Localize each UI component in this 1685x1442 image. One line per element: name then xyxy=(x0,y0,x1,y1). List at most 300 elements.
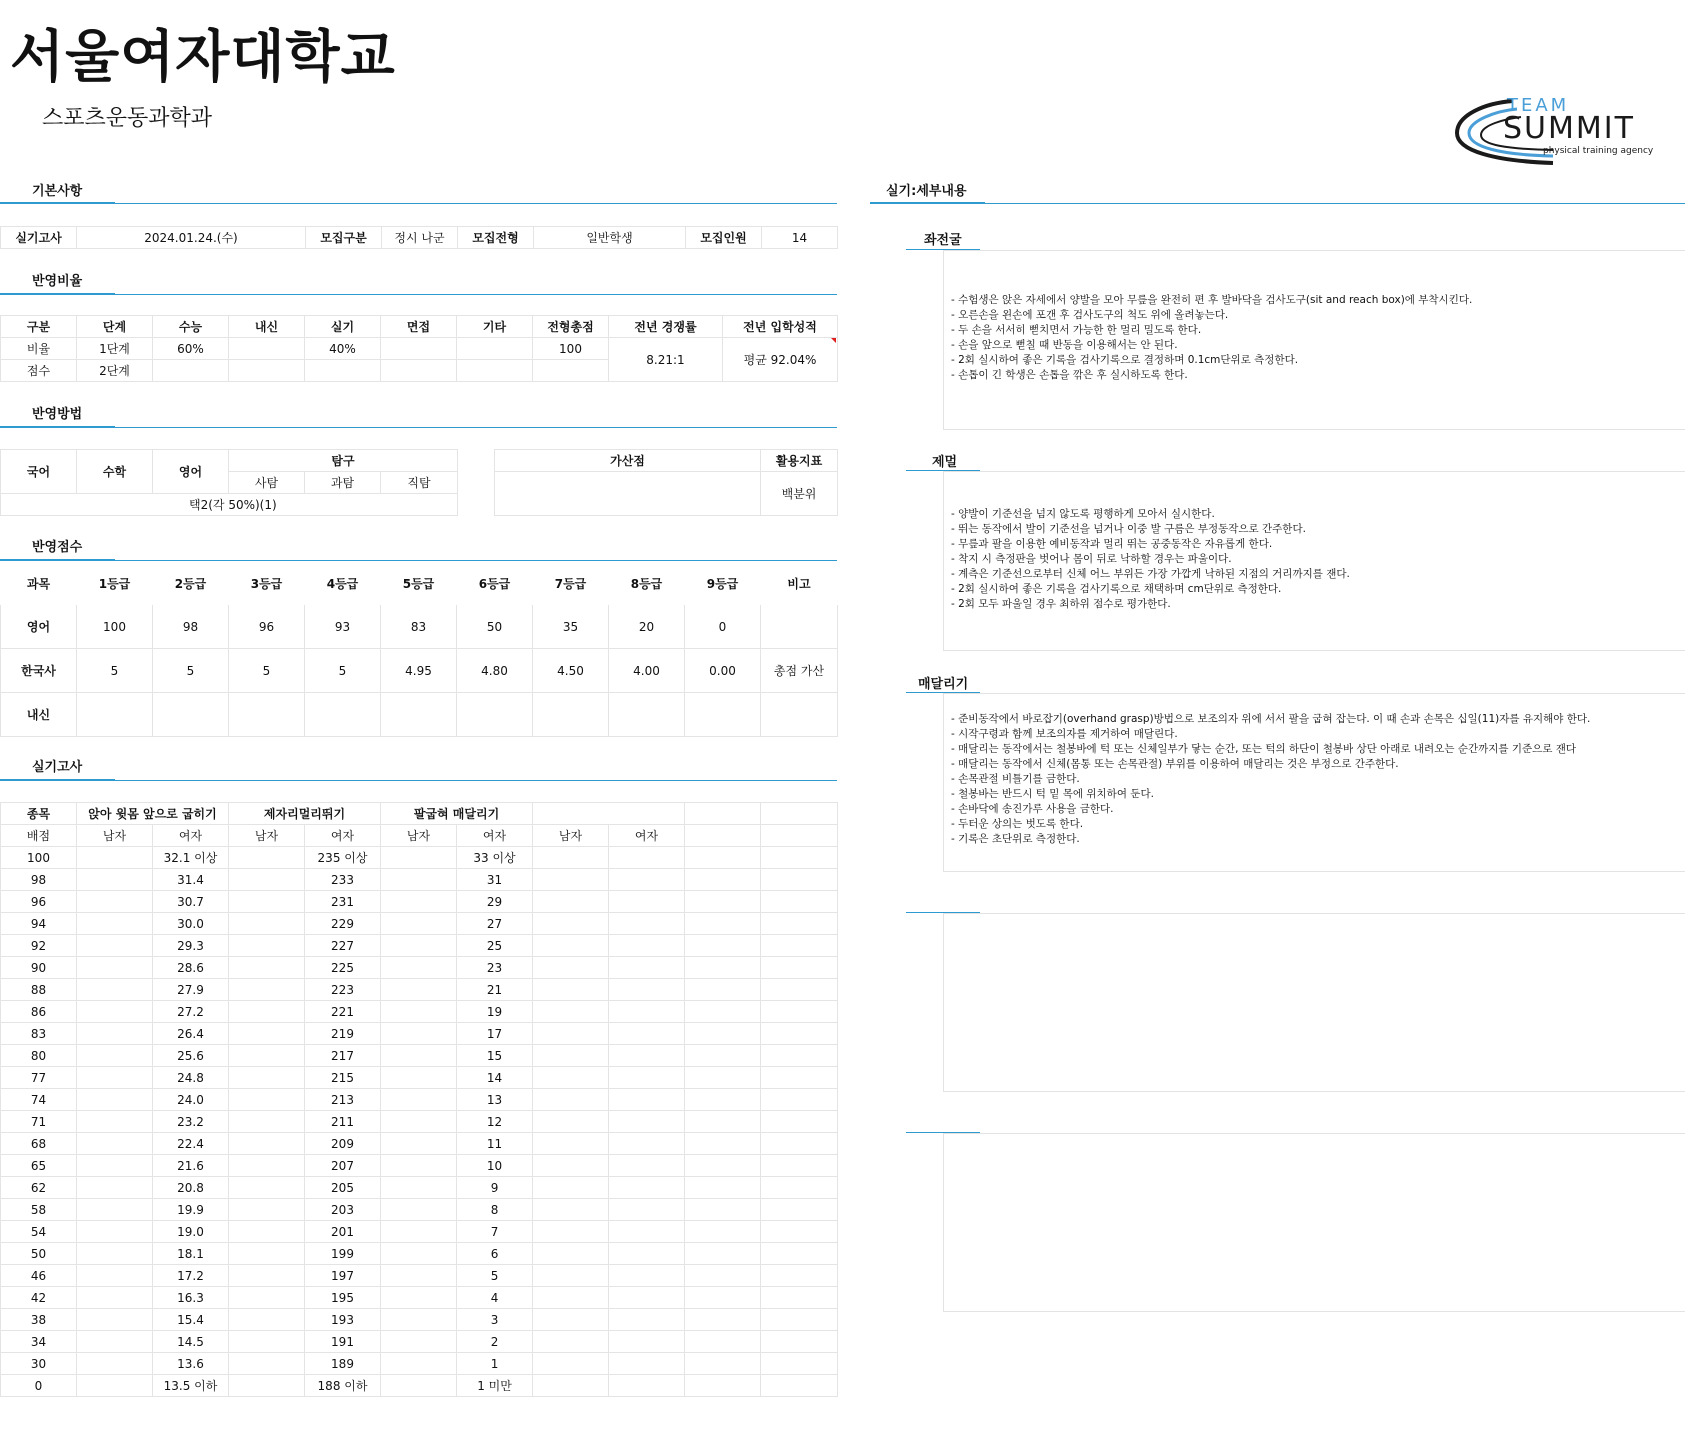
exam-cell xyxy=(77,979,153,1001)
exam-cell: 22.4 xyxy=(153,1133,229,1155)
method-vocational: 직탐 xyxy=(381,472,458,494)
score-header: 4등급 xyxy=(326,576,359,591)
ratio-header: 수능 xyxy=(153,316,229,338)
detail-text: - 양발이 기준선을 넘지 않도록 평행하게 모아서 실시한다. - 뛰는 동작에서 발이 기준선을 넘거나 이중 발 구름은 부정동작으로 간주한다. - 무릎과 팔을 이용한 예비동작과 멀리 뛰는 공중동작은 자유롭게 한다. - 착지 시 측정판을 벗어나 몸이 뒤로 낙하할 경우는 파울이다. - 계측은 기준선으로부터 신체 어느 부위든 가장 가깝게 낙하된 지점의 거리까지를 잰다. - 2회 실시하여 좋은 기록을 검사기록으로 채택하며 cm단위로 측정한다. - 2회 모두 파울일 경우 최하위 점수로 평가한다. xyxy=(951,508,1350,610)
score-header: 5등급 xyxy=(402,576,435,591)
exam-cell xyxy=(609,935,685,957)
exam-cell xyxy=(533,913,609,935)
recruit-count-value: 14 xyxy=(762,227,838,249)
score-cell: 5 xyxy=(229,649,305,693)
ratio-cell xyxy=(305,360,381,382)
exam-cell xyxy=(685,1023,761,1045)
exam-cell xyxy=(77,1309,153,1331)
index-value: 백분위 xyxy=(761,472,838,516)
exam-cell: 23.2 xyxy=(153,1111,229,1133)
exam-cell xyxy=(229,1155,305,1177)
exam-cell: 18.1 xyxy=(153,1243,229,1265)
exam-cell xyxy=(685,1067,761,1089)
exam-cell xyxy=(77,891,153,913)
exam-cell xyxy=(533,1265,609,1287)
exam-cell: 223 xyxy=(305,979,381,1001)
exam-table xyxy=(0,802,838,1397)
detail-box xyxy=(943,1133,1685,1312)
method-science: 과탐 xyxy=(305,472,381,494)
exam-cell xyxy=(761,1353,838,1375)
exam-cell: 24.8 xyxy=(153,1067,229,1089)
exam-sub-header: 배점 xyxy=(1,825,77,847)
ratio-cell: 40% xyxy=(305,338,381,360)
recruit-count-label: 모집인원 xyxy=(686,227,762,249)
exam-cell xyxy=(761,913,838,935)
exam-cell xyxy=(381,1331,457,1353)
score-cell xyxy=(153,693,229,737)
exam-cell xyxy=(381,1111,457,1133)
exam-event-header: 앉아 윗몸 앞으로 굽히기 xyxy=(77,803,229,825)
exam-cell xyxy=(229,1243,305,1265)
score-cell: 4.00 xyxy=(609,649,685,693)
exam-cell: 203 xyxy=(305,1199,381,1221)
exam-cell xyxy=(533,1177,609,1199)
bonus-label: 가산점 xyxy=(495,450,761,472)
exam-cell xyxy=(761,935,838,957)
exam-cell xyxy=(229,1353,305,1375)
exam-cell xyxy=(609,1353,685,1375)
exam-cell xyxy=(229,979,305,1001)
score-cell: 4.50 xyxy=(533,649,609,693)
method-english: 영어 xyxy=(153,450,229,494)
exam-cell xyxy=(381,1177,457,1199)
exam-cell: 209 xyxy=(305,1133,381,1155)
score-header: 8등급 xyxy=(630,576,663,591)
exam-cell: 221 xyxy=(305,1001,381,1023)
exam-cell xyxy=(381,1089,457,1111)
ratio-cell xyxy=(457,360,533,382)
exam-cell: 219 xyxy=(305,1023,381,1045)
score-header: 9등급 xyxy=(706,576,739,591)
exam-cell xyxy=(685,935,761,957)
exam-cell xyxy=(609,957,685,979)
exam-cell xyxy=(533,891,609,913)
exam-score-point: 86 xyxy=(1,1001,77,1023)
exam-score-point: 88 xyxy=(1,979,77,1001)
exam-cell xyxy=(685,1353,761,1375)
exam-cell: 19.0 xyxy=(153,1221,229,1243)
recruit-category-value: 정시 나군 xyxy=(382,227,458,249)
exam-cell xyxy=(533,1111,609,1133)
detail-text: - 준비동작에서 바로잡기(overhand grasp)방법으로 보조의자 위에 서서 팔을 굽혀 잡는다. 이 때 손과 손목은 십일(11)자를 유지해야 한다. - 시작구령과 함께 보조의자를 제거하여 매달린다. - 매달리는 동작에서는 철봉바에 턱 또는 신체일부가 닿는 순간, 또는 턱의 하단이 철봉바 상단 아래로 내려오는 순간까지를 기준으로 잰다 - 매달리는 동작에서 신체(몸통 또는 손목관절) 부위를 이용하여 매달리는 것은 부정으로 간주한다. - 손목관절 비틀기를 금한다. - 철봉바는 반드시 턱 밑 목에 위치하여 둔다. - 손바닥에 송진가루 사용을 금한다. - 두터운 상의는 벗도록 한다. - 기록은 초단위로 측정한다. xyxy=(951,713,1591,845)
ratio-header: 전형총점 xyxy=(533,316,609,338)
exam-cell xyxy=(685,869,761,891)
exam-cell: 10 xyxy=(457,1155,533,1177)
exam-cell: 15.4 xyxy=(153,1309,229,1331)
score-cell: 96 xyxy=(229,605,305,649)
score-cell: 4.80 xyxy=(457,649,533,693)
exam-cell: 193 xyxy=(305,1309,381,1331)
ratio-cell xyxy=(229,338,305,360)
exam-cell xyxy=(685,1111,761,1133)
exam-cell xyxy=(381,1067,457,1089)
score-cell: 5 xyxy=(77,649,153,693)
exam-cell xyxy=(381,1375,457,1397)
exam-cell xyxy=(381,913,457,935)
exam-cell xyxy=(761,1309,838,1331)
exam-cell xyxy=(685,1265,761,1287)
exam-cell xyxy=(761,803,838,825)
section-title-details: 실기:세부내용 xyxy=(886,184,967,199)
exam-score-point: 83 xyxy=(1,1023,77,1045)
exam-cell xyxy=(533,847,609,869)
exam-score-point: 68 xyxy=(1,1133,77,1155)
exam-cell xyxy=(761,1331,838,1353)
exam-cell xyxy=(381,935,457,957)
score-cell: 5 xyxy=(153,649,229,693)
comment-marker xyxy=(831,338,836,343)
exam-cell xyxy=(77,1375,153,1397)
exam-cell xyxy=(685,1287,761,1309)
exam-cell xyxy=(761,979,838,1001)
exam-cell xyxy=(609,1111,685,1133)
exam-event-header: 팔굽혀 매달리기 xyxy=(381,803,533,825)
exam-cell xyxy=(609,1001,685,1023)
method-math: 수학 xyxy=(77,450,153,494)
score-header: 7등급 xyxy=(554,576,587,591)
exam-cell xyxy=(685,913,761,935)
exam-cell: 227 xyxy=(305,935,381,957)
ratio-cell: 점수 xyxy=(1,360,77,382)
detail-box xyxy=(943,913,1685,1092)
exam-cell xyxy=(685,1155,761,1177)
exam-score-point: 34 xyxy=(1,1331,77,1353)
exam-cell xyxy=(609,1287,685,1309)
exam-cell xyxy=(609,1155,685,1177)
exam-cell xyxy=(685,957,761,979)
exam-cell: 231 xyxy=(305,891,381,913)
bonus-table xyxy=(494,449,838,516)
section-title-ratio: 반영비율 xyxy=(32,274,83,289)
exam-cell xyxy=(533,1045,609,1067)
exam-cell xyxy=(609,869,685,891)
exam-cell xyxy=(609,1067,685,1089)
exam-cell xyxy=(761,1243,838,1265)
exam-cell: 235 이상 xyxy=(305,847,381,869)
score-cell xyxy=(381,693,457,737)
exam-cell xyxy=(761,1045,838,1067)
score-cell: 한국사 xyxy=(1,649,77,693)
exam-cell: 25.6 xyxy=(153,1045,229,1067)
exam-event-header: 종목 xyxy=(1,803,77,825)
exam-cell xyxy=(533,1067,609,1089)
exam-cell xyxy=(609,1309,685,1331)
score-cell xyxy=(761,693,838,737)
detail-title: 매달리기 xyxy=(918,677,969,692)
exam-cell xyxy=(229,1287,305,1309)
score-cell: 영어 xyxy=(1,605,77,649)
exam-cell xyxy=(761,869,838,891)
detail-text: - 수험생은 앉은 자세에서 양발을 모아 무릎을 완전히 편 후 발바닥을 검사도구(sit and reach box)에 부착시킨다. - 오른손을 왼손에 포갠 후 검사도구의 척도 위에 올려놓는다. - 두 손을 서서히 뻗치면서 가능한 한 멀리 밀도록 한다. - 손을 앞으로 뻗칠 때 반동을 이용해서는 안 된다. - 2회 실시하여 좋은 기록을 검사기록으로 결정하며 0.1cm단위로 측정한다. - 손톱이 긴 학생은 손톱을 깎은 후 실시하도록 한다. xyxy=(951,294,1473,381)
prev-admission-score: 평균 92.04% xyxy=(723,338,838,382)
exam-cell xyxy=(77,1243,153,1265)
exam-cell xyxy=(533,1309,609,1331)
score-header: 3등급 xyxy=(250,576,283,591)
ratio-header: 기타 xyxy=(457,316,533,338)
exam-score-point: 92 xyxy=(1,935,77,957)
ratio-cell xyxy=(457,338,533,360)
exam-cell: 26.4 xyxy=(153,1023,229,1045)
score-cell: 83 xyxy=(381,605,457,649)
exam-cell xyxy=(533,1089,609,1111)
exam-cell xyxy=(609,1133,685,1155)
exam-score-point: 46 xyxy=(1,1265,77,1287)
exam-cell: 21 xyxy=(457,979,533,1001)
exam-cell xyxy=(229,913,305,935)
section-divider-method xyxy=(0,427,837,428)
exam-cell xyxy=(609,1177,685,1199)
exam-cell xyxy=(685,1133,761,1155)
exam-cell xyxy=(229,1001,305,1023)
exam-cell xyxy=(609,979,685,1001)
ratio-cell: 60% xyxy=(153,338,229,360)
score-cell xyxy=(77,693,153,737)
school-name: 서울여자대학교 xyxy=(10,25,396,90)
exam-cell xyxy=(533,1155,609,1177)
exam-cell: 201 xyxy=(305,1221,381,1243)
exam-sub-header: 남자 xyxy=(533,825,609,847)
index-label: 활용지표 xyxy=(761,450,838,472)
ratio-cell: 100 xyxy=(533,338,609,360)
score-cell xyxy=(457,693,533,737)
exam-cell: 188 이하 xyxy=(305,1375,381,1397)
ratio-cell xyxy=(533,360,609,382)
exam-cell: 2 xyxy=(457,1331,533,1353)
exam-cell: 25 xyxy=(457,935,533,957)
exam-cell: 205 xyxy=(305,1177,381,1199)
exam-cell xyxy=(77,1353,153,1375)
exam-cell: 13 xyxy=(457,1089,533,1111)
exam-cell xyxy=(229,1133,305,1155)
score-cell: 0 xyxy=(685,605,761,649)
score-header: 6등급 xyxy=(478,576,511,591)
exam-cell xyxy=(381,1133,457,1155)
exam-cell xyxy=(761,1023,838,1045)
exam-sub-header: 남자 xyxy=(77,825,153,847)
exam-cell xyxy=(761,1133,838,1155)
ratio-cell xyxy=(381,360,457,382)
exam-cell: 1 미만 xyxy=(457,1375,533,1397)
exam-cell xyxy=(533,1331,609,1353)
exam-cell: 29.3 xyxy=(153,935,229,957)
exam-cell xyxy=(685,1243,761,1265)
exam-cell xyxy=(229,1265,305,1287)
exam-cell xyxy=(381,891,457,913)
exam-cell xyxy=(381,1287,457,1309)
exam-cell xyxy=(761,1177,838,1199)
detail-title: 제멀 xyxy=(932,455,958,470)
section-title-score: 반영점수 xyxy=(32,540,83,555)
exam-cell xyxy=(685,1177,761,1199)
score-cell xyxy=(609,693,685,737)
exam-cell: 5 xyxy=(457,1265,533,1287)
exam-cell xyxy=(685,825,761,847)
score-table xyxy=(0,561,838,737)
exam-score-point: 58 xyxy=(1,1199,77,1221)
exam-cell xyxy=(685,1001,761,1023)
exam-score-point: 42 xyxy=(1,1287,77,1309)
exam-cell xyxy=(609,1045,685,1067)
exam-cell xyxy=(229,1177,305,1199)
method-table xyxy=(0,449,458,516)
exam-cell xyxy=(229,847,305,869)
exam-cell xyxy=(685,979,761,1001)
exam-cell xyxy=(77,1067,153,1089)
section-divider-basic xyxy=(0,203,837,204)
exam-cell: 12 xyxy=(457,1111,533,1133)
exam-cell: 199 xyxy=(305,1243,381,1265)
exam-cell xyxy=(609,1331,685,1353)
exam-cell xyxy=(761,1067,838,1089)
exam-score-point: 100 xyxy=(1,847,77,869)
exam-cell xyxy=(229,1331,305,1353)
exam-cell xyxy=(685,1089,761,1111)
exam-cell xyxy=(761,847,838,869)
exam-score-point: 30 xyxy=(1,1353,77,1375)
exam-cell xyxy=(609,1199,685,1221)
exam-cell xyxy=(761,1001,838,1023)
exam-cell xyxy=(533,1287,609,1309)
exam-sub-header: 여자 xyxy=(609,825,685,847)
ratio-cell: 1단계 xyxy=(77,338,153,360)
exam-cell: 14 xyxy=(457,1067,533,1089)
exam-cell xyxy=(533,1001,609,1023)
exam-score-point: 96 xyxy=(1,891,77,913)
exam-cell xyxy=(761,957,838,979)
exam-score-point: 71 xyxy=(1,1111,77,1133)
exam-label: 실기고사 xyxy=(1,227,77,249)
exam-cell xyxy=(77,935,153,957)
exam-cell: 233 xyxy=(305,869,381,891)
ratio-cell: 2단계 xyxy=(77,360,153,382)
exam-cell xyxy=(77,1155,153,1177)
exam-cell xyxy=(77,1089,153,1111)
score-cell: 0.00 xyxy=(685,649,761,693)
exam-cell xyxy=(685,1331,761,1353)
exam-cell xyxy=(77,1001,153,1023)
exam-cell xyxy=(381,1353,457,1375)
exam-cell xyxy=(381,1155,457,1177)
exam-cell xyxy=(229,1221,305,1243)
exam-cell: 229 xyxy=(305,913,381,935)
exam-event-header xyxy=(533,803,685,825)
exam-score-point: 94 xyxy=(1,913,77,935)
method-inquiry: 탐구 xyxy=(229,450,458,472)
score-cell: 20 xyxy=(609,605,685,649)
exam-cell: 32.1 이상 xyxy=(153,847,229,869)
exam-cell xyxy=(229,1067,305,1089)
exam-sub-header: 남자 xyxy=(381,825,457,847)
score-cell xyxy=(685,693,761,737)
exam-score-point: 54 xyxy=(1,1221,77,1243)
exam-cell xyxy=(533,1133,609,1155)
exam-cell xyxy=(761,1199,838,1221)
exam-cell: 17.2 xyxy=(153,1265,229,1287)
exam-cell: 13.6 xyxy=(153,1353,229,1375)
ratio-header: 내신 xyxy=(229,316,305,338)
exam-cell: 30.0 xyxy=(153,913,229,935)
exam-cell xyxy=(761,1221,838,1243)
exam-event-header: 제자리멀리뛰기 xyxy=(229,803,381,825)
score-cell: 4.95 xyxy=(381,649,457,693)
section-divider-ratio xyxy=(0,294,837,295)
exam-cell xyxy=(609,847,685,869)
prev-competition: 8.21:1 xyxy=(609,338,723,382)
exam-cell: 21.6 xyxy=(153,1155,229,1177)
exam-cell xyxy=(229,1199,305,1221)
exam-cell xyxy=(381,847,457,869)
exam-cell xyxy=(761,1155,838,1177)
exam-cell: 4 xyxy=(457,1287,533,1309)
exam-cell xyxy=(229,1375,305,1397)
exam-cell xyxy=(761,1375,838,1397)
exam-cell: 191 xyxy=(305,1331,381,1353)
exam-score-point: 80 xyxy=(1,1045,77,1067)
exam-cell xyxy=(533,1221,609,1243)
ratio-table xyxy=(0,315,838,382)
exam-cell: 7 xyxy=(457,1221,533,1243)
score-header: 비고 xyxy=(787,576,811,591)
exam-cell xyxy=(229,869,305,891)
exam-cell xyxy=(77,913,153,935)
exam-cell xyxy=(609,1221,685,1243)
exam-cell xyxy=(685,847,761,869)
method-social: 사탐 xyxy=(229,472,305,494)
logo-summit: SUMMIT xyxy=(1503,111,1635,146)
exam-cell xyxy=(381,1199,457,1221)
exam-cell xyxy=(685,1199,761,1221)
exam-cell: 3 xyxy=(457,1309,533,1331)
score-cell: 5 xyxy=(305,649,381,693)
exam-cell xyxy=(761,1089,838,1111)
ratio-header: 전년 경쟁률 xyxy=(609,316,723,338)
score-cell: 50 xyxy=(457,605,533,649)
exam-cell: 207 xyxy=(305,1155,381,1177)
exam-cell xyxy=(533,1199,609,1221)
exam-cell xyxy=(381,1023,457,1045)
detail-title: 좌전굴 xyxy=(924,233,962,248)
exam-cell xyxy=(77,847,153,869)
exam-cell xyxy=(609,1023,685,1045)
exam-cell: 211 xyxy=(305,1111,381,1133)
exam-cell xyxy=(229,1089,305,1111)
exam-cell: 189 xyxy=(305,1353,381,1375)
score-header: 2등급 xyxy=(174,576,207,591)
exam-cell: 217 xyxy=(305,1045,381,1067)
bonus-value xyxy=(495,472,761,516)
exam-cell: 17 xyxy=(457,1023,533,1045)
logo-team: TEAM xyxy=(1507,95,1570,116)
exam-score-point: 50 xyxy=(1,1243,77,1265)
exam-cell xyxy=(533,1023,609,1045)
exam-cell: 33 이상 xyxy=(457,847,533,869)
exam-cell xyxy=(229,957,305,979)
section-title-exam: 실기고사 xyxy=(32,760,83,775)
score-header: 1등급 xyxy=(98,576,131,591)
exam-cell: 27.2 xyxy=(153,1001,229,1023)
section-title-method: 반영방법 xyxy=(32,407,83,422)
recruit-type-label: 모집전형 xyxy=(458,227,534,249)
exam-cell xyxy=(77,1045,153,1067)
ratio-header: 면접 xyxy=(381,316,457,338)
exam-cell xyxy=(77,869,153,891)
exam-cell: 27 xyxy=(457,913,533,935)
